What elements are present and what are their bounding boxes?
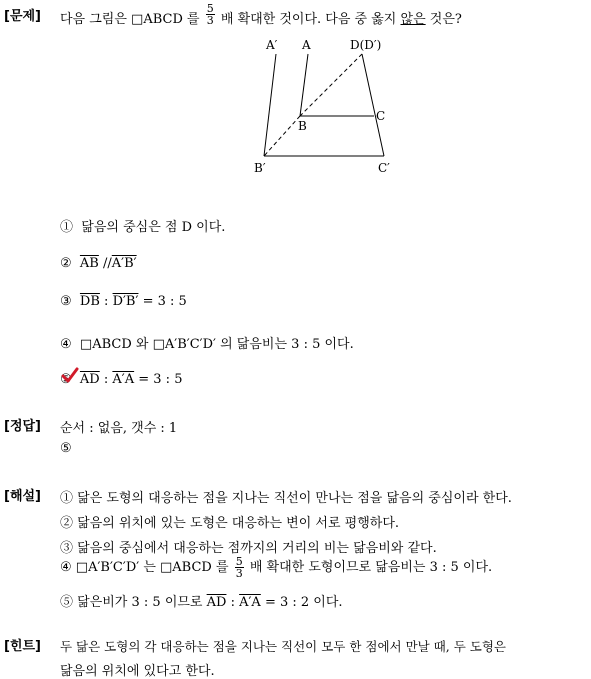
hint-line-1: 두 닮은 도형의 각 대응하는 점을 지나는 직선이 모두 한 점에서 만날 때, 두 도형은 <box>60 639 507 654</box>
label-c: C <box>376 109 386 123</box>
explanation-tag: [해설] <box>4 489 41 504</box>
problem-tag: [문제] <box>4 9 41 24</box>
option-1-num: ① <box>60 220 74 235</box>
edge-d-b-dashed <box>300 54 362 116</box>
explanation-line-5-segment-2: A′A <box>239 595 261 610</box>
answer-line-2: ⑤ <box>60 441 72 456</box>
label-b: B <box>298 119 307 133</box>
explanation-line-2: ② 닮음의 위치에 있는 도형은 대응하는 변이 서로 평행하다. <box>60 516 400 531</box>
option-3-end: = 3 : 5 <box>138 294 187 309</box>
option-1-text: 닮음의 중심은 점 D 이다. <box>81 220 226 235</box>
explanation-line-5-sep: : <box>226 595 240 610</box>
answer-line-1: 순서 : 없음, 갯수 : 1 <box>60 421 178 436</box>
problem-question <box>60 2 462 27</box>
option-4-text: □ABCD 와 □A′B′C′D′ 의 닮음비는 3 : 5 이다. <box>79 337 354 352</box>
explanation-fraction-denominator: 3 <box>235 567 243 580</box>
explanation-line-4 <box>60 556 492 579</box>
explanation-line-1: ① 닮은 도형의 대응하는 점을 지나는 직선이 만나는 점을 닮음의 중심이라 한다. <box>60 491 512 506</box>
explanation-line-5-post: = 3 : 2 이다. <box>260 595 343 610</box>
option-1 <box>60 216 225 235</box>
edge-b-b-prime-dashed <box>264 116 300 156</box>
option-5-segment-2: A′A <box>112 372 135 387</box>
question-underlined: 않은 <box>400 12 426 27</box>
option-2-segment-1: $\overline{AB}$ <box>79 256 99 271</box>
explanation-fraction-numerator: 5 <box>235 555 243 568</box>
label-d: D(D′) <box>350 38 382 52</box>
explanation-line-5-pre: ⑤ 닮은비가 3 : 5 이므로 <box>60 595 207 610</box>
label-b-prime: B′ <box>254 161 266 175</box>
label-a: A <box>302 38 311 52</box>
option-2 <box>60 256 137 271</box>
edge-c-prime-d <box>362 54 384 156</box>
explanation-line-4-pre: ④ □A′B′C′D′ 는 □ABCD 를 <box>60 560 229 575</box>
question-mid: 배 확대한 것이다. 다음 중 옳지 <box>220 12 397 27</box>
option-3-ratio-sep: : <box>99 294 113 309</box>
option-5-segment-1: $\overline{AD}$ <box>79 372 100 387</box>
answer-tag: [정답] <box>4 419 41 434</box>
hint-tag: [힌트] <box>4 639 41 654</box>
option-3 <box>60 294 187 309</box>
option-3-segment-1: $\overline{DB}$ <box>79 294 100 309</box>
explanation-line-5-segment-1: $\overline{AD}$ <box>206 595 227 610</box>
option-2-num: ② <box>60 256 72 271</box>
explanation-line-3: ③ 닮음의 중심에서 대응하는 점까지의 거리의 비는 닮음비와 같다. <box>60 541 437 556</box>
explanation-fraction <box>235 556 244 579</box>
hint-line-2: 닮음의 위치에 있다고 한다. <box>60 664 215 679</box>
option-3-segment-2: D′B′ <box>112 294 139 309</box>
explanation-line-5 <box>60 591 343 610</box>
check-mark-icon <box>61 366 79 384</box>
similar-figure-diagram <box>240 34 410 179</box>
edge-a-b <box>300 54 308 116</box>
option-5-ratio-sep: : <box>99 372 113 387</box>
label-a-prime: A′ <box>266 38 278 52</box>
option-5-end: = 3 : 5 <box>134 372 183 387</box>
question-pre: 다음 그림은 □ABCD 를 <box>60 12 200 27</box>
option-2-segment-2: A′B′ <box>111 256 137 271</box>
option-2-relation: // <box>98 256 112 271</box>
option-5-num: ⑤ <box>60 372 72 387</box>
label-c-prime: C′ <box>378 161 390 175</box>
fraction-denominator: 3 <box>206 14 214 27</box>
option-4-num: ④ <box>60 337 72 352</box>
edge-a-prime-b-prime <box>264 54 276 156</box>
explanation-line-4-post: 배 확대한 도형이므로 닮음비는 3 : 5 이다. <box>249 560 493 575</box>
question-post: 것은? <box>429 12 462 27</box>
fraction-numerator: 5 <box>206 2 214 15</box>
option-3-num: ③ <box>60 294 72 309</box>
option-4 <box>60 333 354 352</box>
fraction-5-3 <box>206 3 215 26</box>
